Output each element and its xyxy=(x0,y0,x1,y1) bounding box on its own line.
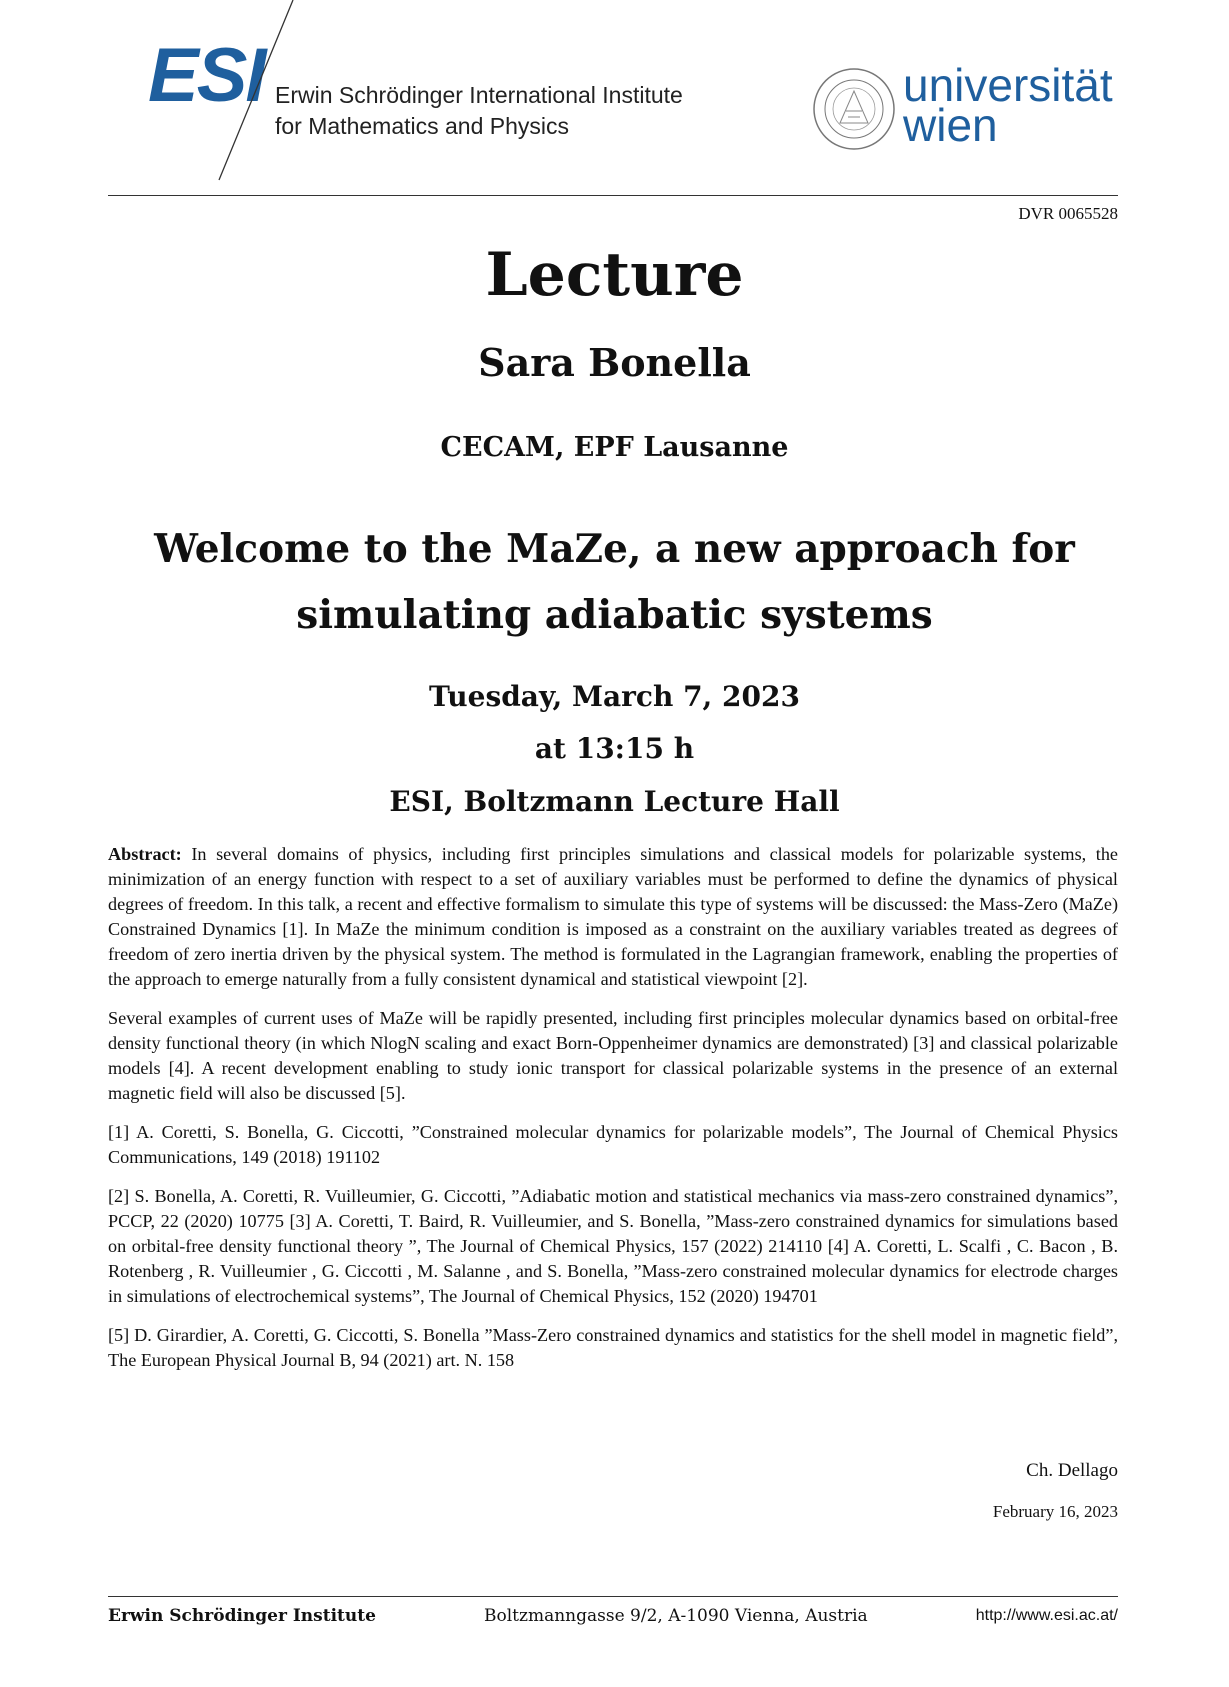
institute-name-line2: for Mathematics and Physics xyxy=(275,113,570,139)
university-seal-icon xyxy=(812,67,896,151)
lecture-time: at 13:15 h xyxy=(534,732,695,765)
lecture-date: Tuesday, March 7, 2023 xyxy=(429,680,800,713)
lecture-location: ESI, Boltzmann Lecture Hall xyxy=(389,785,840,818)
footer-divider xyxy=(108,1596,1118,1597)
esi-logo: ESI xyxy=(148,33,265,118)
page-title: Lecture xyxy=(485,240,744,310)
university-line2: wien xyxy=(903,99,998,151)
header-divider xyxy=(108,195,1118,196)
letterhead xyxy=(0,0,1229,200)
abstract-text-1: In several domains of physics, including first principles simulations and classical models for polarizable systems, the minimization of an energy function with respect to a set of auxiliary variables must be performed to define the dynamics of physical degrees of freedom. In this talk, a recent and effective formalism to simulate this type of systems will be discussed: the Mass-Zero (MaZe) Constrained Dynamics [1]. In MaZe the minimum condition is imposed as a constraint on the auxiliary variables treated as degrees of freedom of zero inertia driven by the physical system. The method is formulated in the Lagrangian framework, enabling the properties of the approach to emerge naturally from a fully consistent dynamical and statistical viewpoint [2]. xyxy=(108,844,1119,989)
signed-date: February 16, 2023 xyxy=(992,1502,1118,1521)
talk-title-line2: simulating adiabatic systems xyxy=(296,592,933,638)
talk-title xyxy=(0,516,1229,648)
abstract-paragraph-2: Several examples of current uses of MaZe will be rapidly presented, including first principles molecular dynamics based on orbital-free density functional theory (in which NlogN scaling and exact Born-Oppenheimer dynamics are demonstrated) [3] and classical polarizable models [4]. A recent development enabling to study ionic transport for classical polarizable systems in the presence of an external magnetic field will also be discussed [5]. xyxy=(108,1008,1118,1103)
university-wordmark xyxy=(903,59,1113,151)
abstract-paragraph-1 xyxy=(108,842,1118,992)
footer-institute: Erwin Schrödinger Institute xyxy=(108,1606,376,1626)
reference-1: [1] A. Coretti, S. Bonella, G. Ciccotti, ”Constrained molecular dynamics for polarizable models”, The Journal of Chemical Physics Communications, 149 (2018) 191102 xyxy=(108,1122,1118,1167)
talk-title-line1: Welcome to the MaZe, a new approach for xyxy=(154,526,1075,572)
footer-address: Boltzmanngasse 9/2, A-1090 Vienna, Austria xyxy=(484,1606,868,1626)
university-line1: universität xyxy=(903,59,1113,111)
footer-url[interactable]: http://www.esi.ac.at/ xyxy=(975,1607,1118,1624)
institute-name-line1: Erwin Schrödinger International Institute xyxy=(275,82,683,108)
institute-name xyxy=(275,80,683,142)
speaker-affiliation: CECAM, EPF Lausanne xyxy=(440,432,789,463)
signer-name: Ch. Dellago xyxy=(1026,1460,1118,1481)
abstract-label: Abstract: xyxy=(108,844,182,864)
abstract-section xyxy=(108,842,1118,1387)
reference-5: [5] D. Girardier, A. Coretti, G. Ciccotti, S. Bonella ”Mass-Zero constrained dynamics and statistics for the shell model in magnetic field”, The European Physical Journal B, 94 (2021) art. N. 158 xyxy=(108,1325,1118,1370)
dvr-number: DVR 0065528 xyxy=(1018,204,1118,223)
speaker-name: Sara Bonella xyxy=(478,340,751,385)
reference-2: [2] S. Bonella, A. Coretti, R. Vuilleumier, G. Ciccotti, ”Adiabatic motion and statistical mechanics via mass-zero constrained dynamics”, PCCP, 22 (2020) 10775 [3] A. Coretti, T. Baird, R. Vuilleumier, and S. Bonella, ”Mass-zero constrained dynamics for simulations based on orbital-free density functional theory ”, The Journal of Chemical Physics, 157 (2022) 214110 [4] A. Coretti, L. Scalfi , C. Bacon , B. Rotenberg , R. Vuilleumier , G. Ciccotti , M. Salanne , and S. Bonella, ”Mass-zero constrained molecular dynamics for electrode charges in simulations of electrochemical systems”, The Journal of Chemical Physics, 152 (2020) 194701 xyxy=(108,1186,1118,1306)
